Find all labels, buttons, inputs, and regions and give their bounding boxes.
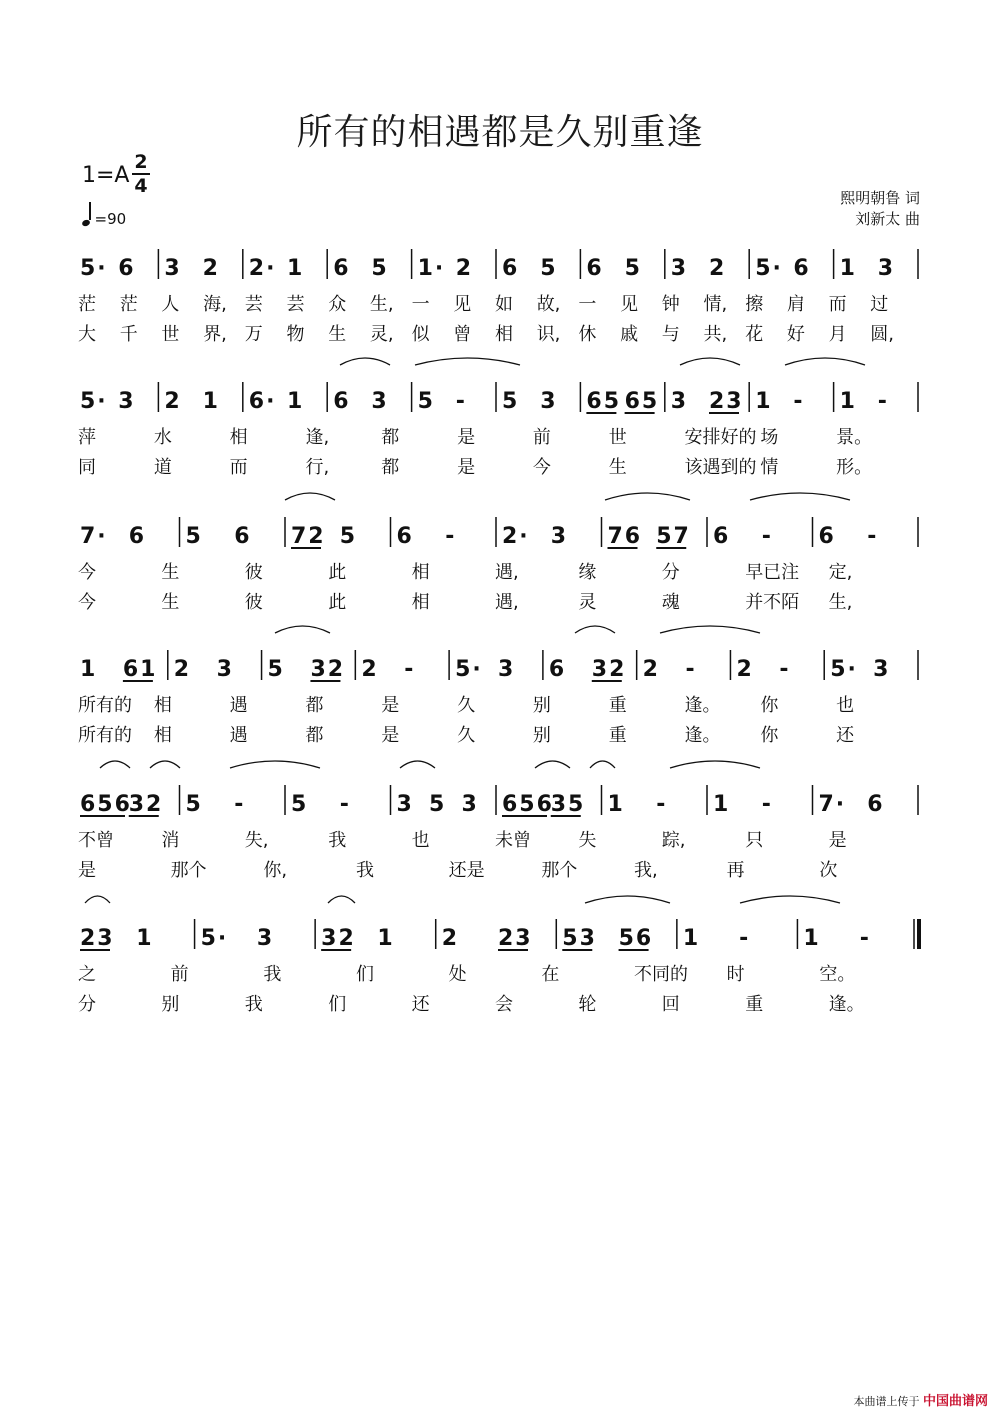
note-token: 5 <box>291 792 309 817</box>
note-token: 2 <box>441 926 460 951</box>
note-token: 3 <box>216 657 234 682</box>
note-token: 23 <box>709 389 744 414</box>
note-token: - <box>234 792 246 817</box>
note-token: 1 <box>682 926 701 951</box>
lyric-verse-2: 今 <box>78 592 96 613</box>
note-token: 32 <box>321 926 356 951</box>
lyric-verse-2: 重 <box>745 994 764 1015</box>
lyric-verse-2: 形。 <box>836 457 873 478</box>
lyric-verse-2: 重 <box>608 725 627 746</box>
lyric-verse-1: 定, <box>828 562 853 583</box>
lyric-verse-2: 都 <box>305 725 324 746</box>
lyric-verse-1: 只 <box>745 830 764 851</box>
lyric-verse-1: 缘 <box>578 562 597 583</box>
lyric-verse-2: 万 <box>244 324 263 345</box>
note-token: 5 <box>185 524 203 549</box>
lyric-verse-2: 我 <box>356 860 374 881</box>
lyric-verse-1: 踪, <box>661 830 686 851</box>
slur <box>230 761 320 768</box>
note-token: 656 <box>80 792 132 817</box>
lyric-verse-2: 情 <box>760 457 779 478</box>
note-token: - <box>859 926 871 951</box>
note-token: 1 <box>377 926 395 951</box>
lyric-verse-1: 逢, <box>305 427 330 448</box>
note-token: 5 <box>429 792 447 817</box>
note-token: - <box>793 389 805 414</box>
note-token: 6 <box>586 256 604 281</box>
note-token: 5· <box>830 657 858 682</box>
note-token: 5· <box>80 256 108 281</box>
note-token: 6 <box>333 389 351 414</box>
note-token: - <box>761 524 773 549</box>
note-token: 1 <box>839 256 857 281</box>
note-token: - <box>685 657 697 682</box>
slur <box>150 761 180 768</box>
note-token: 2· <box>248 256 277 281</box>
lyric-verse-2: 别 <box>161 994 180 1015</box>
lyric-verse-1: 不曾 <box>78 830 114 851</box>
lyric-verse-2: 月 <box>828 324 847 345</box>
note-token: 7· <box>80 524 108 549</box>
lyric-verse-1: 芸 <box>286 294 305 315</box>
note-token: 35 <box>550 792 586 817</box>
note-token: 3 <box>164 256 182 281</box>
note-token: 56 <box>618 926 654 951</box>
lyric-verse-1: 水 <box>153 427 172 448</box>
lyric-verse-2: 是 <box>457 457 476 478</box>
lyric-verse-1: 彼 <box>244 562 263 583</box>
note-token: 3 <box>670 389 689 414</box>
lyric-verse-2: 会 <box>495 994 513 1015</box>
lyric-verse-1: 重 <box>608 695 627 716</box>
lyric-verse-2: 还 <box>836 725 855 746</box>
note-token: 6 <box>333 256 351 281</box>
slur <box>275 626 330 633</box>
note-token: 1· <box>417 256 446 281</box>
lyric-verse-2: 遇, <box>495 592 519 613</box>
footer <box>853 1390 988 1409</box>
lyric-verse-1: 今 <box>78 562 96 583</box>
lyric-verse-1: 萍 <box>78 427 96 448</box>
lyric-verse-1: 都 <box>305 695 324 716</box>
note-token: 2 <box>164 389 182 414</box>
lyric-verse-1: 相 <box>153 695 172 716</box>
note-token: 76 <box>607 524 643 549</box>
note-token: 3 <box>877 256 896 281</box>
lyric-verse-2: 久 <box>457 725 476 746</box>
note-token: - <box>761 792 773 817</box>
note-token: 5· <box>200 926 229 951</box>
note-token: 1 <box>136 926 154 951</box>
lyric-verse-2: 我, <box>634 860 658 881</box>
lyric-verse-2: 似 <box>411 324 430 345</box>
lyric-verse-2: 物 <box>286 324 305 345</box>
lyric-verse-2: 千 <box>119 324 138 345</box>
lyric-verse-1: 而 <box>828 294 847 315</box>
note-token: 6 <box>867 792 885 817</box>
lyric-verse-1: 相 <box>411 562 430 583</box>
note-token: 1 <box>839 389 857 414</box>
note-token: 5 <box>371 256 389 281</box>
note-token: 1 <box>287 389 305 414</box>
slur <box>400 761 435 768</box>
note-token: 3 <box>670 256 689 281</box>
lyric-verse-1: 过 <box>870 294 889 315</box>
lyric-verse-2: 逢。 <box>684 725 721 746</box>
lyric-verse-2: 灵, <box>369 324 394 345</box>
lyric-verse-2: 遇 <box>229 725 248 746</box>
note-token: 32 <box>591 657 627 682</box>
lyric-verse-1: 遇 <box>229 695 248 716</box>
lyric-verse-1: 人 <box>161 294 180 315</box>
lyric-verse-1: 擦 <box>745 294 764 315</box>
lyric-verse-2: 我 <box>244 994 263 1015</box>
lyric-verse-1: 众 <box>328 294 347 315</box>
note-token: - <box>779 657 791 682</box>
note-token: 5 <box>502 389 520 414</box>
lyric-verse-1: 是 <box>828 830 847 851</box>
note-token: 61 <box>122 657 158 682</box>
lyric-verse-2: 别 <box>532 725 551 746</box>
note-token: 5 <box>339 524 358 549</box>
note-token: 2· <box>502 524 530 549</box>
note-token: 2 <box>736 657 754 682</box>
note-token: 3 <box>498 657 516 682</box>
note-token: 72 <box>291 524 326 549</box>
lyric-verse-1: 时 <box>726 964 745 985</box>
footer-uploaded-text: 本曲谱上传于 <box>853 1395 920 1408</box>
lyric-verse-1: 所有的 <box>78 695 132 716</box>
lyric-verse-2: 道 <box>153 457 172 478</box>
lyric-verse-1: 茫 <box>78 294 96 315</box>
lyric-verse-1: 是 <box>381 695 400 716</box>
note-token: 5 <box>417 389 435 414</box>
lyric-verse-2: 轮 <box>578 994 597 1015</box>
note-token: - <box>739 926 751 951</box>
note-token: 23 <box>498 926 533 951</box>
note-token: 7· <box>818 792 847 817</box>
note-token: 6 <box>502 256 520 281</box>
note-token: 656 <box>502 792 554 817</box>
lyric-verse-2: 逢。 <box>828 994 865 1015</box>
note-token: 1 <box>803 926 821 951</box>
slur <box>328 896 355 903</box>
lyric-verse-2: 而 <box>229 457 248 478</box>
lyric-verse-2: 相 <box>411 592 430 613</box>
note-token: 1 <box>713 792 731 817</box>
lyric-verse-2: 次 <box>819 860 838 881</box>
lyric-verse-2: 都 <box>381 457 400 478</box>
note-token: 2 <box>202 256 220 281</box>
lyric-verse-2: 戚 <box>620 324 639 345</box>
note-token: 3 <box>396 792 414 817</box>
note-token: - <box>877 389 889 414</box>
slur <box>100 761 130 768</box>
slur <box>740 896 840 903</box>
lyric-verse-2: 你, <box>263 860 288 881</box>
lyric-verse-1: 钟 <box>661 294 680 315</box>
lyric-verse-1: 消 <box>161 830 180 851</box>
note-token: 57 <box>656 524 691 549</box>
lyric-verse-2: 此 <box>328 592 347 613</box>
lyric-verse-1: 你 <box>760 695 779 716</box>
lyricist: 熙明朝鲁 词 <box>840 189 920 207</box>
note-token: 6 <box>713 524 731 549</box>
lyric-verse-2: 那个 <box>170 860 207 881</box>
note-token: 1 <box>755 389 773 414</box>
note-token: 5 <box>540 256 558 281</box>
lyric-verse-2: 分 <box>78 994 96 1015</box>
note-token: 3 <box>118 389 136 414</box>
note-token: - <box>404 657 416 682</box>
lyric-verse-1: 见 <box>620 294 639 315</box>
note-token: - <box>455 389 467 414</box>
lyric-verse-1: 空。 <box>819 964 856 985</box>
lyric-verse-1: 是 <box>457 427 476 448</box>
lyric-verse-2: 所有的 <box>78 725 132 746</box>
lyric-verse-1: 也 <box>836 695 855 716</box>
song-title: 所有的相遇都是久别重逢 <box>296 112 704 153</box>
note-token: 2 <box>709 256 727 281</box>
lyric-verse-2: 与 <box>661 324 680 345</box>
note-token: 5 <box>624 256 642 281</box>
lyric-verse-2: 生 <box>328 324 347 345</box>
note-token: - <box>656 792 668 817</box>
lyric-verse-1: 也 <box>411 830 430 851</box>
lyric-verse-1: 我 <box>263 964 282 985</box>
lyric-verse-1: 失, <box>244 830 269 851</box>
note-token: - <box>445 524 457 549</box>
slur <box>85 896 110 903</box>
slur <box>750 493 850 500</box>
lyric-verse-1: 早已注 <box>745 562 800 583</box>
lyric-verse-2: 还 <box>411 994 430 1015</box>
lyric-verse-2: 识, <box>536 324 561 345</box>
lyric-verse-1: 场 <box>760 427 779 448</box>
slur <box>285 493 335 500</box>
note-token: - <box>339 792 351 817</box>
note-token: 5 <box>267 657 285 682</box>
lyric-verse-1: 芸 <box>244 294 263 315</box>
note-token: 3 <box>540 389 558 414</box>
lyric-verse-2: 相 <box>495 324 513 345</box>
note-token: 32 <box>128 792 164 817</box>
lyric-verse-1: 情, <box>703 294 728 315</box>
note-token: 32 <box>310 657 346 682</box>
lyric-verse-2: 行, <box>305 457 330 478</box>
lyric-verse-1: 海, <box>203 294 227 315</box>
lyric-verse-2: 灵 <box>578 592 597 613</box>
note-token: 3 <box>256 926 275 951</box>
lyric-verse-1: 如 <box>495 294 513 315</box>
lyric-verse-1: 久 <box>457 695 476 716</box>
note-token: 2 <box>361 657 379 682</box>
note-token: 6· <box>248 389 277 414</box>
lyric-verse-2: 好 <box>786 324 805 345</box>
lyric-verse-1: 前 <box>170 964 189 985</box>
note-token: 3 <box>550 524 569 549</box>
lyric-verse-2: 休 <box>578 324 597 345</box>
lyric-verse-1: 我 <box>328 830 347 851</box>
lyric-verse-1: 景。 <box>836 427 873 448</box>
lyric-verse-1: 茫 <box>119 294 138 315</box>
note-token: 6 <box>234 524 252 549</box>
lyric-verse-2: 曾 <box>453 324 472 345</box>
lyric-verse-1: 生 <box>161 562 180 583</box>
lyric-verse-2: 魂 <box>661 592 680 613</box>
slur <box>590 761 615 768</box>
lyric-verse-2: 该遇到的 <box>684 457 757 478</box>
note-token: 23 <box>80 926 115 951</box>
lyric-verse-2: 界, <box>203 324 227 345</box>
lyric-verse-1: 一 <box>411 294 430 315</box>
lyric-verse-2: 那个 <box>541 860 578 881</box>
lyric-verse-1: 们 <box>356 964 374 985</box>
note-token: 1 <box>287 256 305 281</box>
lyric-verse-1: 见 <box>453 294 472 315</box>
lyric-verse-2: 同 <box>78 457 96 478</box>
composer: 刘新太 曲 <box>855 210 920 228</box>
lyric-verse-2: 是 <box>381 725 400 746</box>
lyric-verse-2: 生, <box>828 592 853 613</box>
tempo-value: =90 <box>94 210 127 228</box>
lyric-verse-2: 圆, <box>870 324 895 345</box>
lyric-verse-2: 是 <box>78 860 96 881</box>
slur <box>415 358 520 365</box>
note-token: 65 <box>586 389 622 414</box>
lyric-verse-1: 故, <box>536 294 561 315</box>
note-token: 5· <box>455 657 483 682</box>
slur <box>535 761 570 768</box>
lyric-verse-1: 世 <box>608 427 627 448</box>
lyric-verse-2: 共, <box>703 324 728 345</box>
note-token: 6 <box>548 657 567 682</box>
lyric-verse-1: 处 <box>448 964 467 985</box>
note-token: 3 <box>371 389 389 414</box>
slur <box>575 626 615 633</box>
lyric-verse-2: 世 <box>161 324 180 345</box>
lyric-verse-1: 之 <box>78 964 96 985</box>
lyric-verse-1: 一 <box>578 294 597 315</box>
lyric-verse-2: 彼 <box>244 592 263 613</box>
lyric-verse-2: 还是 <box>448 860 485 881</box>
note-token: 1 <box>80 657 98 682</box>
note-token: - <box>867 524 879 549</box>
slur <box>670 761 760 768</box>
lyric-verse-1: 此 <box>328 562 347 583</box>
lyric-verse-2: 并不陌 <box>745 592 800 613</box>
lyric-verse-2: 今 <box>532 457 551 478</box>
lyric-verse-2: 再 <box>726 860 745 881</box>
lyric-verse-1: 生, <box>369 294 394 315</box>
lyric-verse-2: 生 <box>161 592 180 613</box>
note-token: 2 <box>173 657 192 682</box>
time-signature-top: 2 <box>134 151 148 173</box>
note-token: 1 <box>607 792 625 817</box>
note-token: 5 <box>185 792 203 817</box>
lyric-verse-1: 相 <box>229 427 248 448</box>
slur <box>785 358 865 365</box>
note-token: 3 <box>873 657 891 682</box>
slur <box>605 493 690 500</box>
lyric-verse-1: 前 <box>532 427 551 448</box>
note-token: 6 <box>818 524 836 549</box>
note-token: 65 <box>624 389 660 414</box>
lyric-verse-1: 不同的 <box>634 964 688 985</box>
note-token: 2 <box>642 657 660 682</box>
lyric-verse-2: 你 <box>760 725 779 746</box>
key-signature: 1=A <box>82 163 130 188</box>
note-token: 53 <box>562 926 597 951</box>
lyric-verse-2: 花 <box>745 324 764 345</box>
lyric-verse-1: 遇, <box>495 562 519 583</box>
lyric-verse-2: 大 <box>78 324 96 345</box>
note-token: 5· <box>80 389 108 414</box>
lyric-verse-2: 回 <box>661 994 680 1015</box>
slur <box>585 896 670 903</box>
note-token: 6 <box>793 256 811 281</box>
note-token: 2 <box>455 256 474 281</box>
lyric-verse-2: 们 <box>328 994 347 1015</box>
lyric-verse-1: 未曾 <box>495 830 531 851</box>
lyric-verse-1: 安排好的 <box>684 427 757 448</box>
note-token: 3 <box>461 792 479 817</box>
note-token: 1 <box>202 389 220 414</box>
lyric-verse-1: 分 <box>661 562 680 583</box>
lyric-verse-2: 生 <box>608 457 627 478</box>
note-token: 6 <box>128 524 147 549</box>
slur <box>660 626 760 633</box>
lyric-verse-1: 逢。 <box>684 695 721 716</box>
site-logo: 中国曲谱网 <box>922 1394 988 1409</box>
slur <box>340 358 390 365</box>
slur <box>680 358 740 365</box>
note-token: 5· <box>755 256 783 281</box>
lyric-verse-1: 别 <box>532 695 551 716</box>
note-token: 6 <box>396 524 414 549</box>
lyric-verse-1: 都 <box>381 427 400 448</box>
lyric-verse-2: 相 <box>153 725 172 746</box>
lyric-verse-1: 失 <box>578 830 597 851</box>
note-token: 6 <box>118 256 136 281</box>
lyric-verse-1: 肩 <box>786 294 805 315</box>
lyric-verse-1: 在 <box>541 964 560 985</box>
time-signature-bottom: 4 <box>134 175 148 197</box>
